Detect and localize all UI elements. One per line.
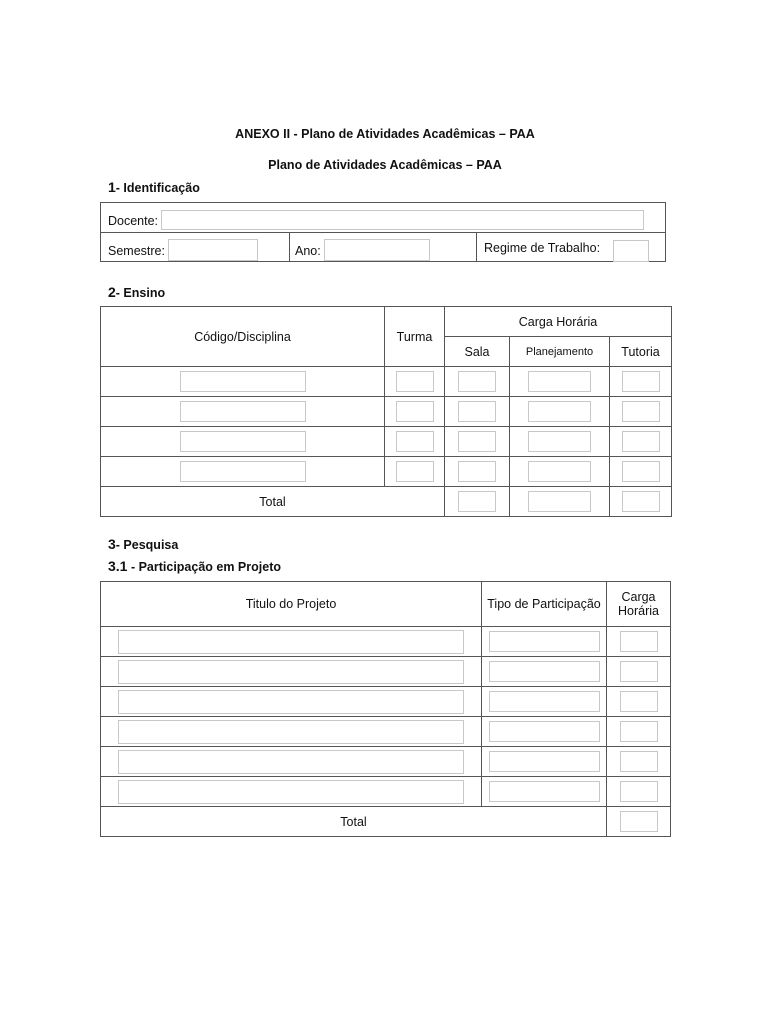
- section3-1-number: 3.1: [108, 558, 128, 574]
- col-turma-header: Turma: [385, 307, 445, 367]
- ensino-table: [100, 306, 672, 517]
- planejamento-field[interactable]: [528, 401, 591, 422]
- col-tutoria-header: Tutoria: [610, 337, 672, 367]
- carga-field[interactable]: [620, 751, 658, 772]
- col-tipo-header: Tipo de Participação: [482, 582, 607, 627]
- turma-field[interactable]: [396, 461, 434, 482]
- tipo-field[interactable]: [489, 691, 600, 712]
- tutoria-field[interactable]: [622, 431, 660, 452]
- planejamento-field[interactable]: [528, 431, 591, 452]
- col-sala-header: Sala: [445, 337, 510, 367]
- docente-field[interactable]: [161, 210, 644, 230]
- sala-field[interactable]: [458, 461, 496, 482]
- tipo-field[interactable]: [489, 751, 600, 772]
- docente-label: Docente:: [108, 214, 159, 228]
- table-row: [101, 717, 671, 747]
- col-titulo-header: Titulo do Projeto: [101, 582, 482, 627]
- carga-field[interactable]: [620, 661, 658, 682]
- titulo-field[interactable]: [118, 630, 464, 654]
- total-row: [101, 487, 672, 517]
- sala-field[interactable]: [458, 401, 496, 422]
- planejamento-total-field[interactable]: [528, 491, 591, 512]
- titulo-field[interactable]: [118, 750, 464, 774]
- total-row: [101, 807, 671, 837]
- divider: [289, 232, 290, 261]
- turma-field[interactable]: [396, 431, 434, 452]
- table-row: [101, 627, 671, 657]
- carga-field[interactable]: [620, 781, 658, 802]
- section3-title: - Pesquisa: [115, 538, 179, 552]
- annex-title: ANEXO II - Plano de Atividades Acadêmicas – PAA: [235, 127, 535, 141]
- tutoria-field[interactable]: [622, 461, 660, 482]
- semestre-field[interactable]: [168, 239, 258, 261]
- planejamento-field[interactable]: [528, 461, 591, 482]
- tipo-field[interactable]: [489, 781, 600, 802]
- titulo-field[interactable]: [118, 720, 464, 744]
- table-row: [101, 457, 672, 487]
- section1-title: - Identificação: [115, 181, 200, 195]
- tipo-field[interactable]: [489, 631, 600, 652]
- divider: [476, 232, 477, 261]
- titulo-field[interactable]: [118, 660, 464, 684]
- section3-heading: [108, 536, 178, 552]
- ano-field[interactable]: [324, 239, 430, 261]
- disciplina-field[interactable]: [180, 461, 306, 482]
- section2-title: - Ensino: [115, 286, 166, 300]
- tipo-field[interactable]: [489, 661, 600, 682]
- tutoria-total-field[interactable]: [622, 491, 660, 512]
- tutoria-field[interactable]: [622, 401, 660, 422]
- section3-number: 3: [108, 536, 116, 552]
- identification-box: [100, 202, 666, 262]
- form-title: Plano de Atividades Acadêmicas – PAA: [268, 158, 502, 172]
- table-row: [101, 687, 671, 717]
- ensino-total-label: Total: [101, 487, 445, 517]
- section3-1-heading: [108, 558, 281, 574]
- sala-field[interactable]: [458, 431, 496, 452]
- section2-number: 2: [108, 284, 116, 300]
- col-carga-header: Carga Horária: [445, 307, 672, 337]
- table-row: [101, 397, 672, 427]
- section1-heading: [108, 179, 200, 195]
- disciplina-field[interactable]: [180, 371, 306, 392]
- planejamento-field[interactable]: [528, 371, 591, 392]
- titulo-field[interactable]: [118, 780, 464, 804]
- divider: [101, 232, 665, 233]
- semestre-label: Semestre:: [108, 244, 165, 258]
- table-row: [101, 367, 672, 397]
- col-planejamento-header: Planejamento: [510, 337, 610, 367]
- disciplina-field[interactable]: [180, 401, 306, 422]
- turma-field[interactable]: [396, 371, 434, 392]
- tutoria-field[interactable]: [622, 371, 660, 392]
- regime-field[interactable]: [613, 240, 649, 262]
- titulo-field[interactable]: [118, 690, 464, 714]
- carga-total-field[interactable]: [620, 811, 658, 832]
- turma-field[interactable]: [396, 401, 434, 422]
- carga-field[interactable]: [620, 631, 658, 652]
- ano-label: Ano:: [295, 244, 321, 258]
- projeto-table: [100, 581, 671, 837]
- carga-field[interactable]: [620, 691, 658, 712]
- regime-label: Regime de Trabalho:: [484, 241, 601, 255]
- sala-total-field[interactable]: [458, 491, 496, 512]
- tipo-field[interactable]: [489, 721, 600, 742]
- section1-number: 1: [108, 179, 116, 195]
- carga-field[interactable]: [620, 721, 658, 742]
- table-row: [101, 777, 671, 807]
- col-carga-header: Carga Horária: [607, 582, 671, 627]
- section3-1-title: - Participação em Projeto: [127, 560, 281, 574]
- table-row: [101, 657, 671, 687]
- section2-heading: [108, 284, 165, 300]
- disciplina-field[interactable]: [180, 431, 306, 452]
- table-row: [101, 427, 672, 457]
- sala-field[interactable]: [458, 371, 496, 392]
- table-row: [101, 747, 671, 777]
- projeto-total-label: Total: [101, 807, 607, 837]
- col-disciplina-header: Código/Disciplina: [101, 307, 385, 367]
